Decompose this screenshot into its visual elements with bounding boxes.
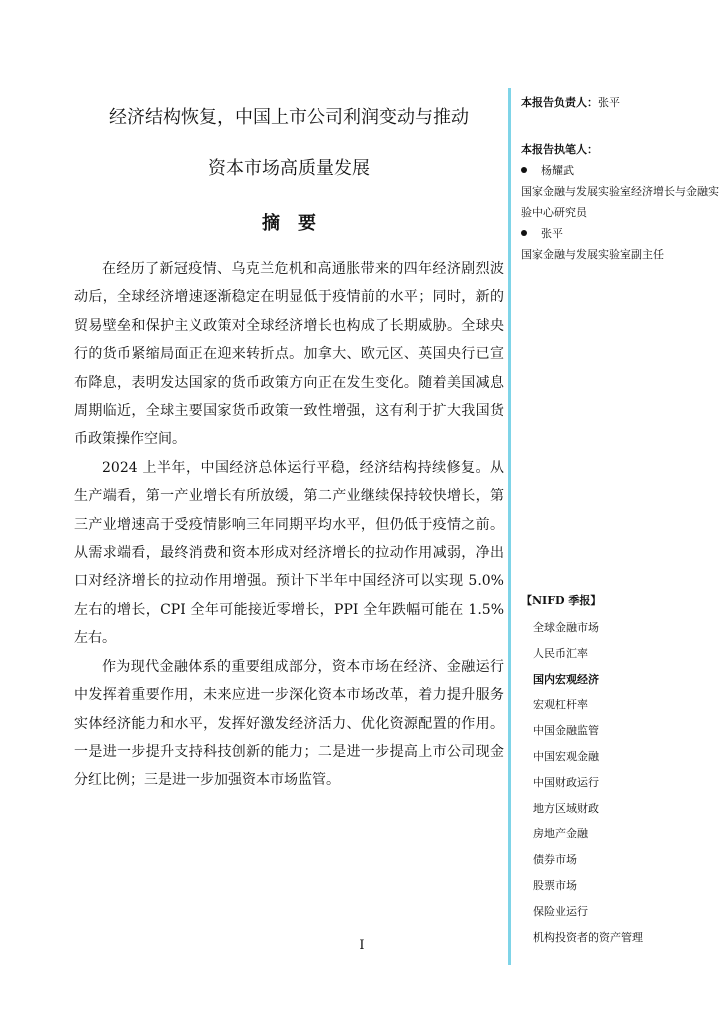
responsible-label: 本报告负责人： (521, 96, 598, 109)
nifd-title: 【NIFD 季报】 (521, 594, 602, 607)
bullet-icon (521, 230, 527, 236)
sidebar-divider (508, 88, 511, 965)
nifd-item[interactable]: 中国财政运行 (533, 775, 599, 789)
responsible-name: 张平 (598, 96, 620, 109)
nifd-item[interactable]: 地方区域财政 (533, 801, 599, 815)
nifd-item[interactable]: 股票市场 (533, 878, 577, 892)
author-affiliation: 国家金融与发展实验室副主任 (521, 248, 664, 261)
nifd-item[interactable]: 中国金融监管 (533, 724, 599, 738)
nifd-items (521, 615, 721, 950)
author-name: 张平 (541, 227, 563, 240)
nifd-item[interactable]: 保险业运行 (533, 904, 588, 918)
sidebar-authors (521, 92, 721, 265)
nifd-item[interactable]: 债券市场 (533, 853, 577, 867)
responsible-person (521, 92, 721, 113)
abstract-paragraph-2: 2024 上半年，中国经济总体运行平稳，经济结构持续修复。从生产端看，第一产业增长有所放缓，第二产业继续保持较快增长，第三产业增速高于受疫情影响三年同期平均水平，但仍低于疫情之前。从需求端看，最终消费和资本形成对经济增长的拉动作用减弱，净出口对经济增长的拉动作用增强。预计下半年中国经济可以实现 5.0%左右的增长，CPI 全年可能接近零增长，PPI 全年跌幅可能在 1.5%左右。 (74, 459, 504, 647)
nifd-item[interactable]: 宏观杠杆率 (533, 698, 588, 712)
page-number: I (359, 938, 365, 953)
authors-section (521, 139, 721, 265)
authors-label: 本报告执笔人： (521, 143, 598, 156)
nifd-item[interactable]: 国内宏观经济 (533, 672, 599, 686)
nifd-quarterly-list (521, 590, 721, 950)
author-name: 杨耀武 (541, 164, 574, 177)
nifd-item[interactable]: 中国宏观金融 (533, 749, 599, 763)
report-title-line-2: 资本市场高质量发展 (208, 158, 370, 179)
bullet-icon (521, 167, 527, 173)
report-title-line-1: 经济结构恢复，中国上市公司利润变动与推动 (109, 107, 469, 128)
abstract-heading: 摘要 (262, 213, 334, 234)
author-entry (521, 223, 721, 244)
nifd-item[interactable]: 全球金融市场 (533, 621, 599, 634)
abstract-paragraph-3: 作为现代金融体系的重要组成部分，资本市场在经济、金融运行中发挥着重要作用，未来应进一步深化资本市场改革，着力提升服务实体经济能力和水平，发挥好激发经济活力、优化资源配置的作用。一是进一步提升支持科技创新的能力；二是进一步提高上市公司现金分红比例；三是进一步加强资本市场监管。 (74, 658, 504, 789)
abstract-paragraph-1: 在经历了新冠疫情、乌克兰危机和高通胀带来的四年经济剧烈波动后，全球经济增速逐渐稳定在明显低于疫情前的水平；同时，新的贸易壁垒和保护主义政策对全球经济增长也构成了长期威胁。全球央行的货币紧缩局面正在迎来转折点。加拿大、欧元区、英国央行已宣布降息，表明发达国家的货币政策方向正在发生变化。随着美国减息周期临近，全球主要国家货币政策一致性增强，这有利于扩大我国货币政策操作空间。 (74, 261, 504, 448)
nifd-item[interactable]: 人民币汇率 (533, 646, 588, 660)
nifd-item[interactable]: 房地产金融 (533, 827, 588, 841)
nifd-item[interactable]: 机构投资者的资产管理 (533, 930, 643, 944)
author-affiliation: 国家金融与发展实验室经济增长与金融实验中心研究员 (521, 185, 719, 219)
author-entry (521, 160, 721, 181)
report-main-column (74, 95, 504, 795)
